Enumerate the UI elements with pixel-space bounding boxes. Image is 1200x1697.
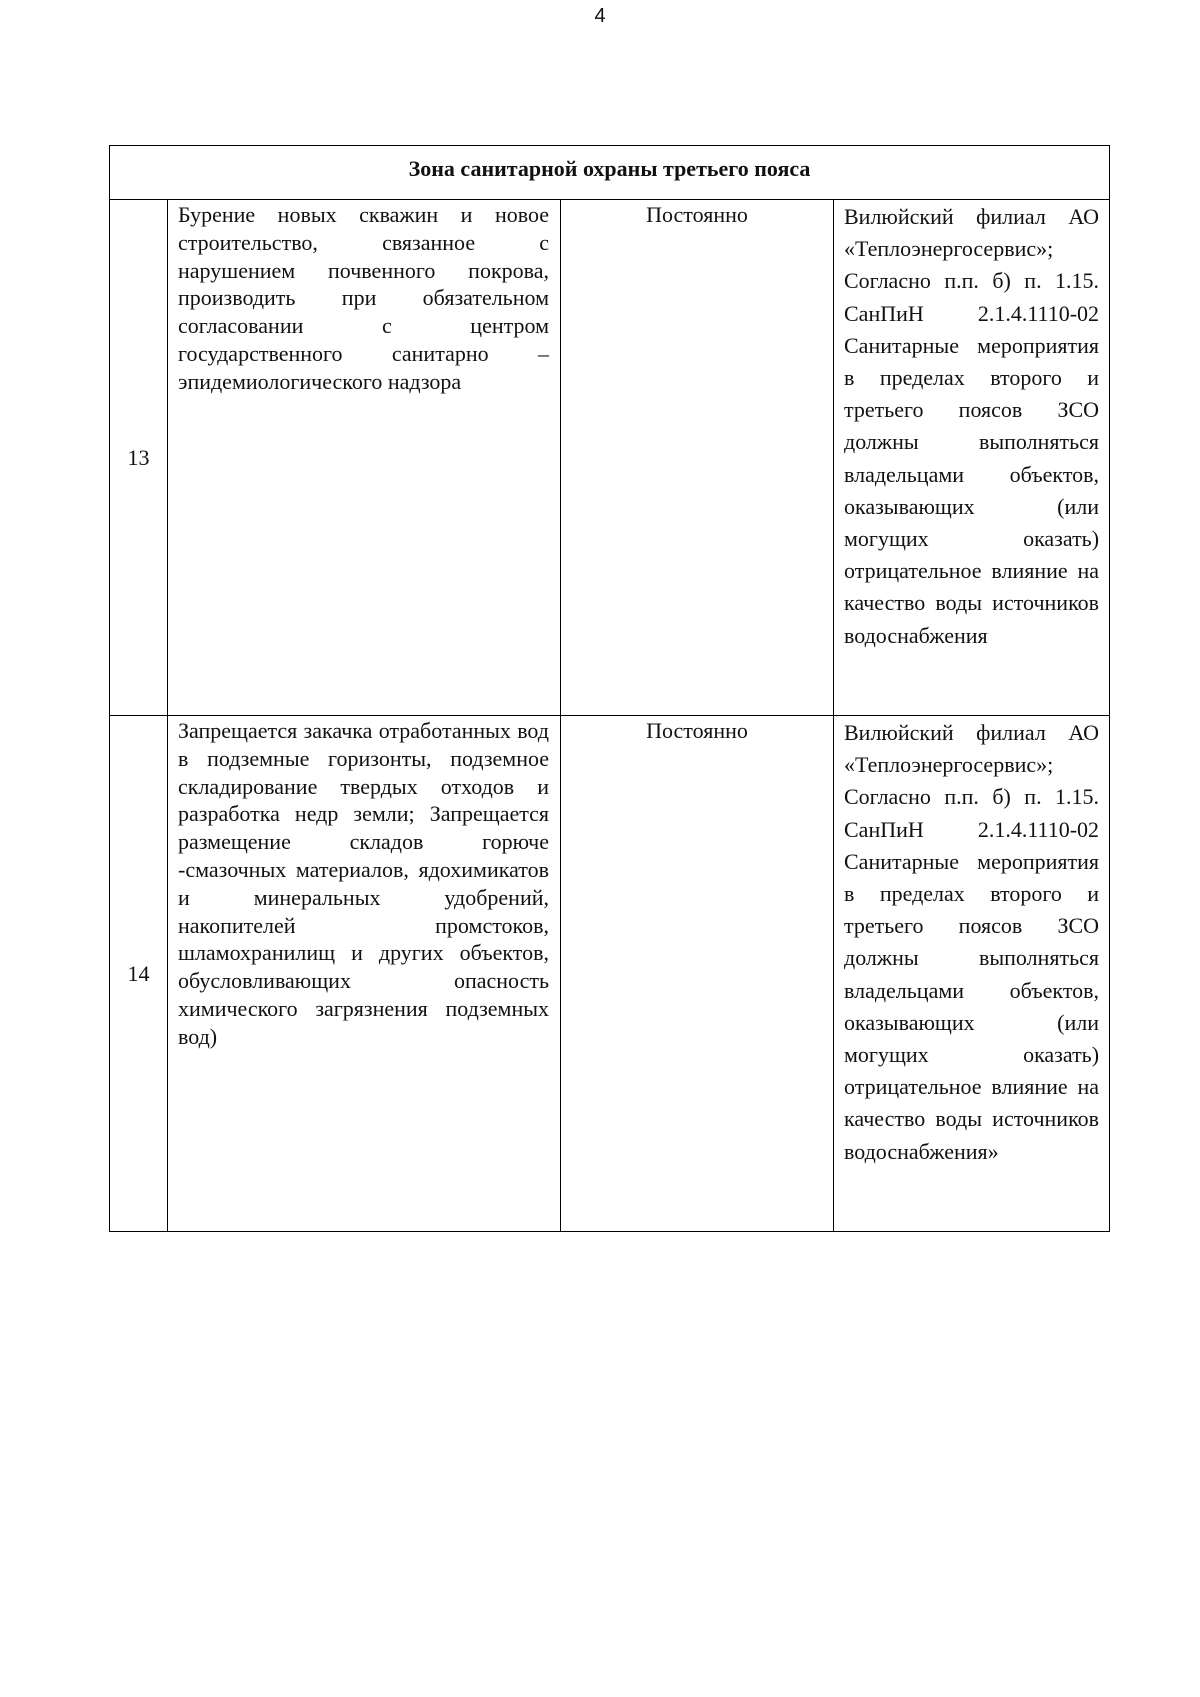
responsible-text: Вилюйский филиал АО «Теплоэнергосервис»; Согласно п.п. б) п. 1.15. СанПиН 2.1.4.1110-02 Санитарные мероприятия в пределах второго и третьего поясов ЗСО должны выполняться владельцами объектов, оказывающих (или могущих оказать) отрицательное влияние на качество воды источников водоснабжения» xyxy=(834,716,1110,1232)
page-number: 4 xyxy=(594,5,606,27)
term-text: Постоянно xyxy=(561,716,834,1232)
measure-text: Бурение новых скважин и новое строительство, связанное с нарушением почвенного покрова, производить при обязательном согласовании с центром государственного санитарно – эпидемиологического надзора xyxy=(168,200,561,716)
zone-title: Зона санитарной охраны третьего пояса xyxy=(408,155,811,181)
responsible-text: Вилюйский филиал АО «Теплоэнергосервис»; Согласно п.п. б) п. 1.15. СанПиН 2.1.4.1110-02 Санитарные мероприятия в пределах второго и третьего поясов ЗСО должны выполняться владельцами объектов, оказывающих (или могущих оказать) отрицательное влияние на качество воды источников водоснабжения xyxy=(834,200,1110,716)
zone-header-cell xyxy=(110,146,1110,200)
table-row xyxy=(110,716,1110,1232)
measure-text: Запрещается закачка отработанных вод в подземные горизонты, подземное складирование твердых отходов и разработка недр земли; Запрещается размещение складов горюче -смазочных материалов, ядохимикатов и минеральных удобрений, накопителей промстоков, шламохранилищ и других объектов, обусловливающих опасность химического загрязнения подземных вод) xyxy=(168,716,561,1232)
zone-header-row xyxy=(110,146,1110,200)
row-number: 13 xyxy=(110,200,168,716)
row-number: 14 xyxy=(110,716,168,1232)
sanitary-zone-table xyxy=(109,145,1110,1232)
table-row xyxy=(110,200,1110,716)
term-text: Постоянно xyxy=(561,200,834,716)
